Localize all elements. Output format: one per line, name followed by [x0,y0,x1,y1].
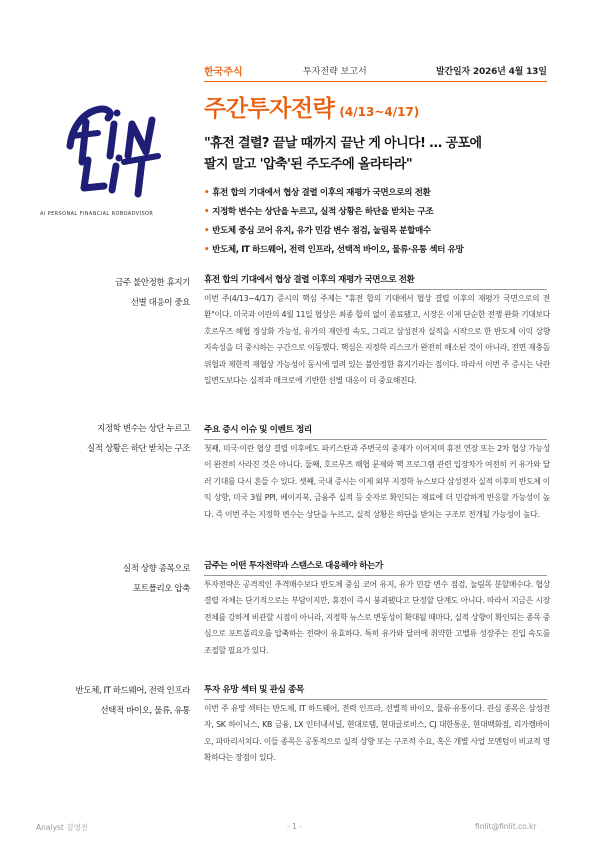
section-sidenote: 금주 불안정한 휴지기 선별 대응이 중요 [115,278,190,308]
publish-date: 발간일자 2026년 4월 13일 [436,67,547,77]
analyst-name: Analyst 김영진 [36,823,88,832]
key-point: • 지정학 변수는 상단을 누르고, 실적 상황은 하단을 받치는 구조 [204,207,434,217]
section-sidenote: 지정학 변수는 상단 누르고 실적 상황은 하단 받치는 구조 [87,424,190,454]
section-divider [204,575,547,576]
key-points-list [204,186,556,262]
title-period: (4/13~4/17) [339,105,420,119]
section-divider [204,699,547,700]
section-divider [204,439,547,440]
page-title [204,90,419,123]
headline-line-2: 팔지 말고 '압축'된 주도주에 올라타라" [204,157,413,172]
section-divider [204,289,547,290]
section-body: 첫째, 미국·이란 협상 결렬 이후에도 파키스탄과 주변국의 중재가 이어지며 휴전 연장 또는 2차 협상 가능성이 완전히 사라진 것은 아니다. 둘째, 호르무즈 해협 문제와 핵 프로그램 관련 입장차가 여전히 커 유가와 달러 기대를 다시 흔들 수 있다. 셋째, 국내 증시는 이제 외부 지정학 뉴스보다 삼성전자 실적 이후의 반도체 이익 상향, 미국 3월 PPI, 베이지북, 금융주 실적 등 숫자로 확인되는 재료에 더 민감하게 반응할 가능성이 높다. 즉 이번 주는 지정학 변수는 상단을 누르고, 실적 상황은 하단을 받치는 구조로 전개될 가능성이 높다. [204,444,550,519]
doc-type-label: 투자전략 보고서 [303,67,367,77]
section-title: 휴전 합의 기대에서 협상 결렬 이후의 재평가 국면으로 전환 [204,275,415,285]
section-body: 이번 주 유망 섹터는 반도체, IT 하드웨어, 전력 인프라, 선별적 바이오, 물류·유통이다. 관심 종목은 삼성전자, SK 하이닉스, KB 금융, LX 인터내셔널, 현대로템, 현대글로비스, CJ 대한통운, 현대백화점, 리가켐바이오, 파마리서치다. 이들 종목은 공통적으로 실적 상향 또는 구조적 수요, 혹은 개별 사업 모멘텀이 비교적 명확하다는 장점이 있다. [204,704,550,763]
section-title: 투자 유망 섹터 및 관심 종목 [204,685,304,695]
bullet-icon: • [204,207,210,217]
bullet-icon: • [204,188,210,198]
finlit-logo-icon [62,100,168,200]
bullet-icon: • [204,245,210,255]
bullet-icon: • [204,226,210,236]
contact-email-link[interactable]: finlit@finlit.co.kr [475,822,537,831]
section-title: 금주는 어떤 투자전략과 스탠스로 대응해야 하는가 [204,561,383,571]
headline-line-1: "휴전 결렬? 끝날 때까지 끝난 게 아니다! … 공포에 [204,136,482,151]
header-divider [204,81,547,82]
headline [204,133,556,175]
key-point: • 반도체, IT 하드웨어, 전력 인프라, 선택적 바이오, 물류·유통 섹터 유망 [204,245,464,255]
section-body: 투자전략은 공격적인 추격매수보다 반도체 중심 코어 유지, 유가 민감 변수 점검, 눌림목 분할매수다. 협상 결렬 자체는 단기적으로는 부담이지만, 휴전이 즉시 붕괴됐다고 단정할 단계도 아니다. 따라서 지금은 시장 전체를 강하게 비관할 시점이 아니라, 지정학 뉴스로 변동성이 확대될 때마다, 실적 상향이 확인되는 종목 중심으로 포트폴리오를 압축하는 전략이 유효하다. 특히 유가와 달러에 취약한 고밸류 성장주는 진입 속도를 조절할 필요가 있다. [204,580,550,655]
title-main: 주간투자전략 [204,96,335,122]
logo-tagline: AI PERSONAL FINANCIAL ROBOADVISOR [40,211,154,217]
brand-label: 한국주식 [204,67,243,78]
key-point: • 휴전 합의 기대에서 협상 결렬 이후의 재평가 국면으로의 전환 [204,188,431,198]
page-number: - 1 - [287,822,302,831]
section-body: 이번 주(4/13~4/17) 증시의 핵심 주제는 "휴전 합의 기대에서 협상 결렬 이후의 재평가 국면으로의 전환"이다. 미국과 이란의 4월 11일 협상은 최종 합의 없이 종료됐고, 시장은 이제 단순한 전쟁 완화 기대보다 호르무즈 해협 정상화 가능성, 유가의 재안정 속도, 그리고 삼성전자 실적을 시작으로 한 반도체 이익 상향 지속성을 더 중시하는 구간으로 이동했다. 핵심은 지정학 리스크가 완전히 해소된 것이 아니라, 전면 재충돌 위협과 제한적 재협상 가능성이 동시에 열려 있는 불안정한 휴지기라는 점이다. 따라서 이번 주 증시는 낙관 일변도보다는 실적과 매크로에 기반한 선별 대응이 더 중요해진다. [204,294,550,386]
section-sidenote: 실적 상향 종목으로 포트폴리오 압축 [122,564,190,594]
report-header [0,60,595,80]
section-sidenote: 반도체, IT 하드웨어, 전력 인프라 선택적 바이오, 물류, 유통 [75,686,190,716]
key-point: • 반도체 중심 코어 유지, 유가 민감 변수 점검, 눌림목 분할매수 [204,226,431,236]
section-title: 주요 증시 이슈 및 이벤트 정리 [204,425,312,435]
